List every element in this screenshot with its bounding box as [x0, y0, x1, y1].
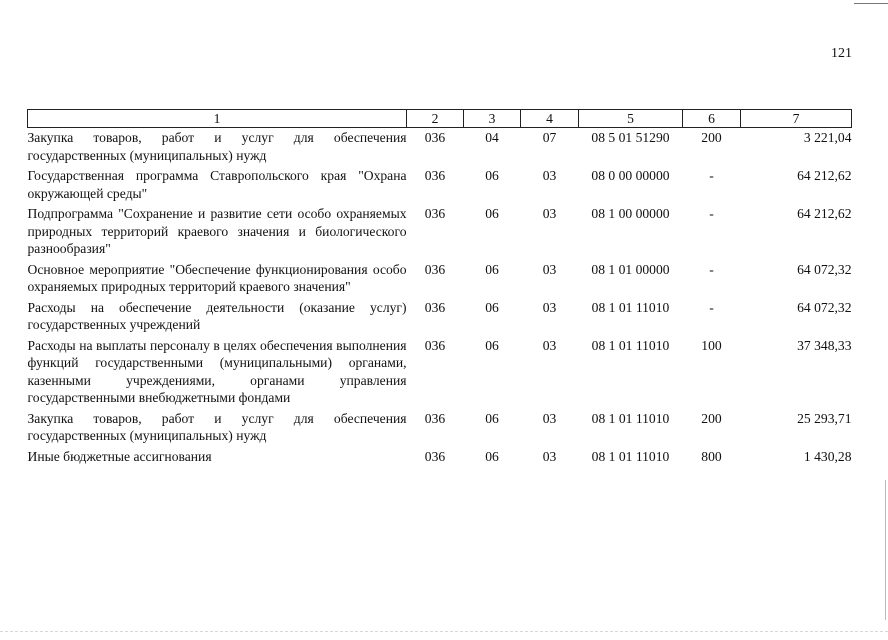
- row-target-article: 08 1 01 11010: [591, 410, 670, 426]
- row-ministry-code: 036: [424, 337, 446, 353]
- row-amount: 64 212,62: [797, 206, 852, 221]
- scan-right-edge: [885, 480, 886, 620]
- row-name: Закупка товаров, работ и услуг для обеспечения государственных (муниципальных) нужд: [27, 410, 407, 443]
- row-name: Расходы на выплаты персоналу в целях обеспечения выполнения функций государственными (муниципальными) органами, казенными учреждениями, органами управления государственными внебюджетными фондами: [27, 337, 407, 405]
- row-expense-type: 200: [701, 410, 722, 426]
- row-target-article: 08 1 01 11010: [591, 337, 670, 353]
- row-section-code: 06: [485, 299, 499, 315]
- row-expense-type: 200: [701, 130, 722, 145]
- row-target-article: 08 0 00 00000: [591, 168, 670, 183]
- budget-table: [27, 109, 852, 467]
- row-expense-type: 800: [701, 448, 722, 464]
- row-subsection-code: 03: [542, 299, 557, 315]
- row-target-article: 08 1 00 00000: [591, 206, 670, 221]
- row-subsection-code: 03: [542, 410, 557, 426]
- header-col-7: 7: [741, 110, 852, 128]
- row-subsection-code: 03: [542, 448, 557, 464]
- row-ministry-code: 036: [424, 299, 446, 315]
- row-subsection-code: 03: [542, 206, 557, 221]
- row-amount: 64 072,32: [797, 299, 852, 315]
- header-col-1: 1: [28, 110, 407, 128]
- row-section-code: 06: [485, 410, 499, 426]
- row-expense-type: -: [709, 168, 714, 183]
- row-amount: 64 212,62: [797, 168, 852, 183]
- header-col-4: 4: [521, 110, 579, 128]
- scan-bottom-edge: [0, 631, 888, 632]
- row-subsection-code: 03: [542, 261, 557, 277]
- row-subsection-code: 03: [542, 337, 557, 353]
- row-ministry-code: 036: [424, 168, 446, 183]
- row-section-code: 06: [485, 168, 499, 183]
- row-name: Государственная программа Ставропольского края "Охрана окружающей среды": [27, 168, 407, 201]
- row-ministry-code: 036: [424, 261, 446, 277]
- table-row: [28, 166, 852, 204]
- row-section-code: 06: [485, 448, 499, 464]
- row-name: Основное мероприятие "Обеспечение функционирования особо охраняемых природных территорий краевого значения": [27, 261, 407, 294]
- row-target-article: 08 1 01 11010: [591, 299, 670, 315]
- row-ministry-code: 036: [424, 448, 446, 464]
- row-name: Расходы на обеспечение деятельности (оказание услуг) государственных учреждений: [27, 299, 407, 332]
- row-subsection-code: 03: [542, 168, 557, 183]
- row-section-code: 06: [485, 261, 499, 277]
- table-row: [28, 298, 852, 336]
- table-row: [28, 128, 852, 167]
- header-row: [28, 110, 852, 128]
- row-expense-type: -: [709, 206, 714, 221]
- row-subsection-code: 07: [542, 130, 557, 145]
- row-section-code: 06: [485, 337, 499, 353]
- header-col-6: 6: [683, 110, 741, 128]
- row-amount: 3 221,04: [803, 130, 852, 145]
- row-ministry-code: 036: [424, 206, 446, 221]
- table-row: [28, 260, 852, 298]
- header-col-3: 3: [464, 110, 521, 128]
- row-amount: 25 293,71: [797, 410, 852, 426]
- row-target-article: 08 5 01 51290: [591, 130, 670, 145]
- row-target-article: 08 1 01 00000: [591, 261, 670, 277]
- row-name: Иные бюджетные ассигнования: [27, 448, 212, 464]
- row-section-code: 06: [485, 206, 499, 221]
- row-name: Закупка товаров, работ и услуг для обеспечения государственных (муниципальных) нужд: [27, 130, 407, 163]
- table-row: [28, 204, 852, 260]
- table-row: [28, 409, 852, 447]
- row-amount: 64 072,32: [797, 261, 852, 277]
- table-row: [28, 336, 852, 409]
- header-col-2: 2: [407, 110, 464, 128]
- row-name: Подпрограмма "Сохранение и развитие сети особо охраняемых природных территорий краевого значения и биологического разнообразия": [27, 206, 407, 256]
- row-expense-type: 100: [701, 337, 722, 353]
- row-amount: 37 348,33: [797, 337, 852, 353]
- row-expense-type: -: [709, 299, 714, 315]
- row-ministry-code: 036: [424, 130, 446, 145]
- table-row: [28, 447, 852, 468]
- page-number: 121: [831, 46, 852, 61]
- header-col-5: 5: [579, 110, 683, 128]
- row-target-article: 08 1 01 11010: [591, 448, 670, 464]
- row-amount: 1 430,28: [803, 448, 852, 464]
- scan-corner-mark: [854, 3, 888, 4]
- row-section-code: 04: [485, 130, 499, 145]
- row-ministry-code: 036: [424, 410, 446, 426]
- row-expense-type: -: [709, 261, 714, 277]
